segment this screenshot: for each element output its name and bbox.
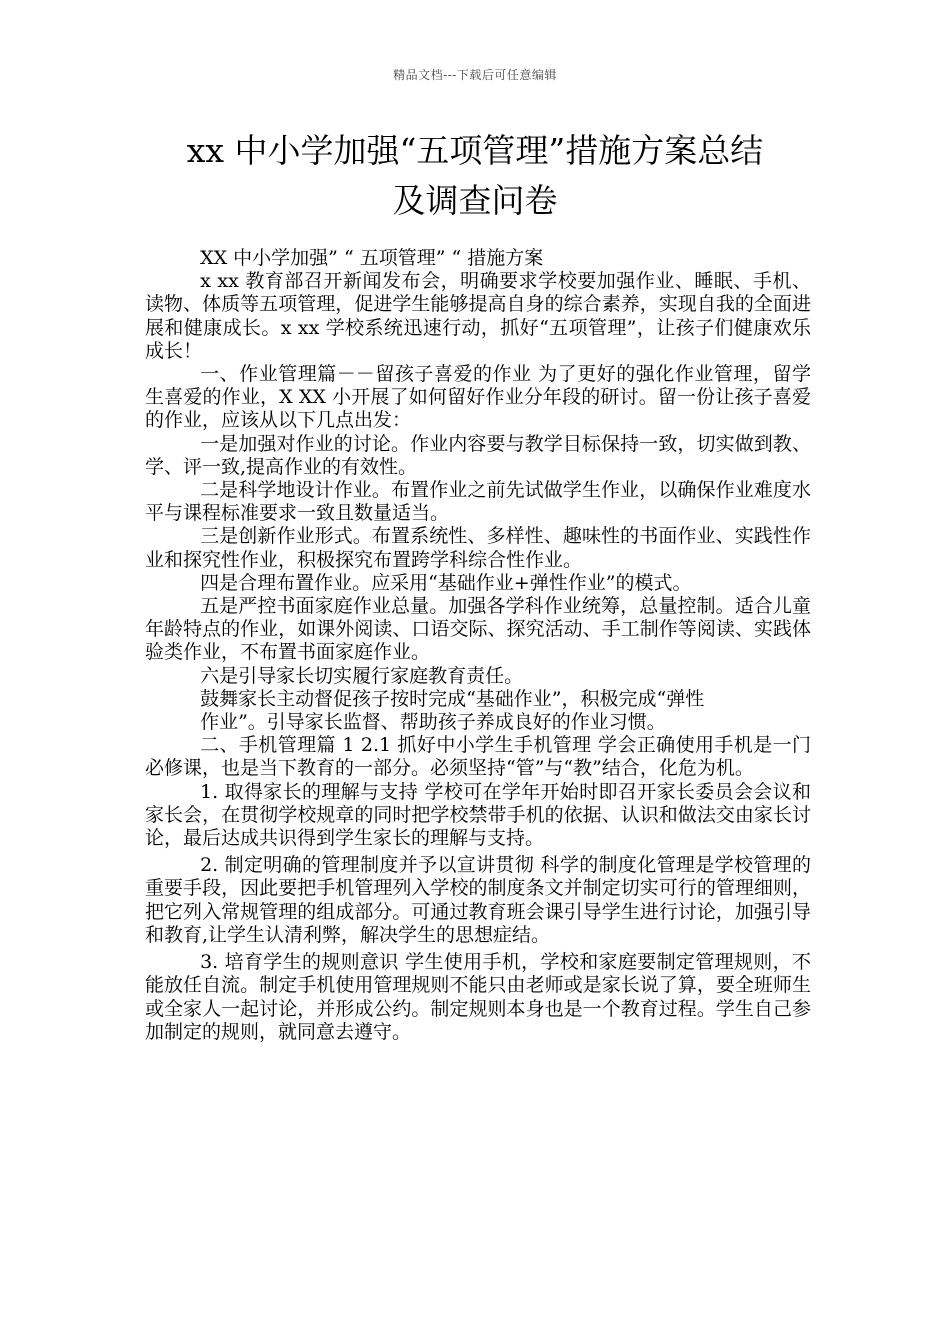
document-body [145, 247, 811, 1044]
header-note: 精品文档---下载后可任意编辑 [393, 68, 557, 82]
parent-encouragement-paragraph: 鼓舞家长主动督促孩子按时完成“基础作业”，积极完成“弹性 [200, 687, 705, 710]
homework-point-4: 四是合理布置作业。应采用“基础作业+弹性作业”的模式。 [200, 571, 692, 594]
phone-point-1: 1. 取得家长的理解与支持 学校可在学年开始时即召开家长委员会会议和家长会，在贯彻学校规章的同时把学校禁带手机的依据、认识和做法交由家长讨论，最后达成共识得到学生家长的理解与支持。 [145, 780, 811, 850]
title-line-2: 及调查问卷 [392, 181, 558, 220]
homework-point-3: 三是创新作业形式。布置系统性、多样性、趣味性的书面作业、实践性作业和探究性作业，积极探究布置跨学科综合性作业。 [145, 525, 811, 571]
homework-point-5: 五是严控书面家庭作业总量。加强各学科作业统筹，总量控制。适合儿童年龄特点的作业，如课外阅读、口语交际、探究活动、手工制作等阅读、实践体验类作业，不布置书面家庭作业。 [145, 595, 811, 664]
title-line-1: xx 中小学加强“五项管理”措施方案总结 [186, 131, 764, 170]
homework-point-1: 一是加强对作业的讨论。作业内容要与教学目标保持一致，切实做到教、学、评一致,提高作业的有效性。 [145, 432, 811, 478]
parent-supervision-paragraph: 作业”。引导家长监督、帮助孩子养成良好的作业习惯。 [200, 711, 666, 734]
section-heading: XX 中小学加强” “ 五项管理” “ 措施方案 [200, 247, 544, 269]
homework-point-6: 六是引导家长切实履行家庭教育责任。 [200, 664, 524, 687]
homework-section-paragraph: 一、作业管理篇－－留孩子喜爱的作业 为了更好的强化作业管理，留学生喜爱的作业，X XX 小开展了如何留好作业分年段的研讨。留一份让孩子喜爱的作业，应该从以下几点出发： [145, 363, 811, 432]
phone-point-2: 2. 制定明确的管理制度并予以宣讲贯彻 科学的制度化管理是学校管理的重要手段，因此要把手机管理列入学校的制度条文并制定切实可行的管理细则，把它列入常规管理的组成部分。可通过教育班会课引导学生进行讨论，加强引导和教育,让学生认清利弊，解决学生的思想症结。 [145, 854, 811, 946]
phone-section-paragraph: 二、手机管理篇 1 2.1 抓好中小学生手机管理 学会正确使用手机是一门必修课，也是当下教育的一部分。必须坚持“管”与“教”结合，化危为机。 [145, 734, 811, 780]
document-title [100, 126, 850, 226]
phone-point-3: 3. 培育学生的规则意识 学生使用手机，学校和家庭要制定管理规则，不能放任自流。制定手机使用管理规则不能只由老师或是家长说了算，要全班师生或全家人一起讨论，并形成公约。制定规则本身也是一个教育过程。学生自己参加制定的规则，就同意去遵守。 [145, 951, 811, 1043]
homework-point-2: 二是科学地设计作业。布置作业之前先试做学生作业，以确保作业难度水平与课程标准要求一致且数量适当。 [145, 479, 811, 525]
intro-paragraph: x xx 教育部召开新闻发布会，明确要求学校要加强作业、睡眠、手机、读物、体质等五项管理，促进学生能够提高自身的综合素养，实现自我的全面进展和健康成长。x xx 学校系统迅速行动，抓好“五项管理”，让孩子们健康欢乐成长！ [145, 270, 811, 362]
